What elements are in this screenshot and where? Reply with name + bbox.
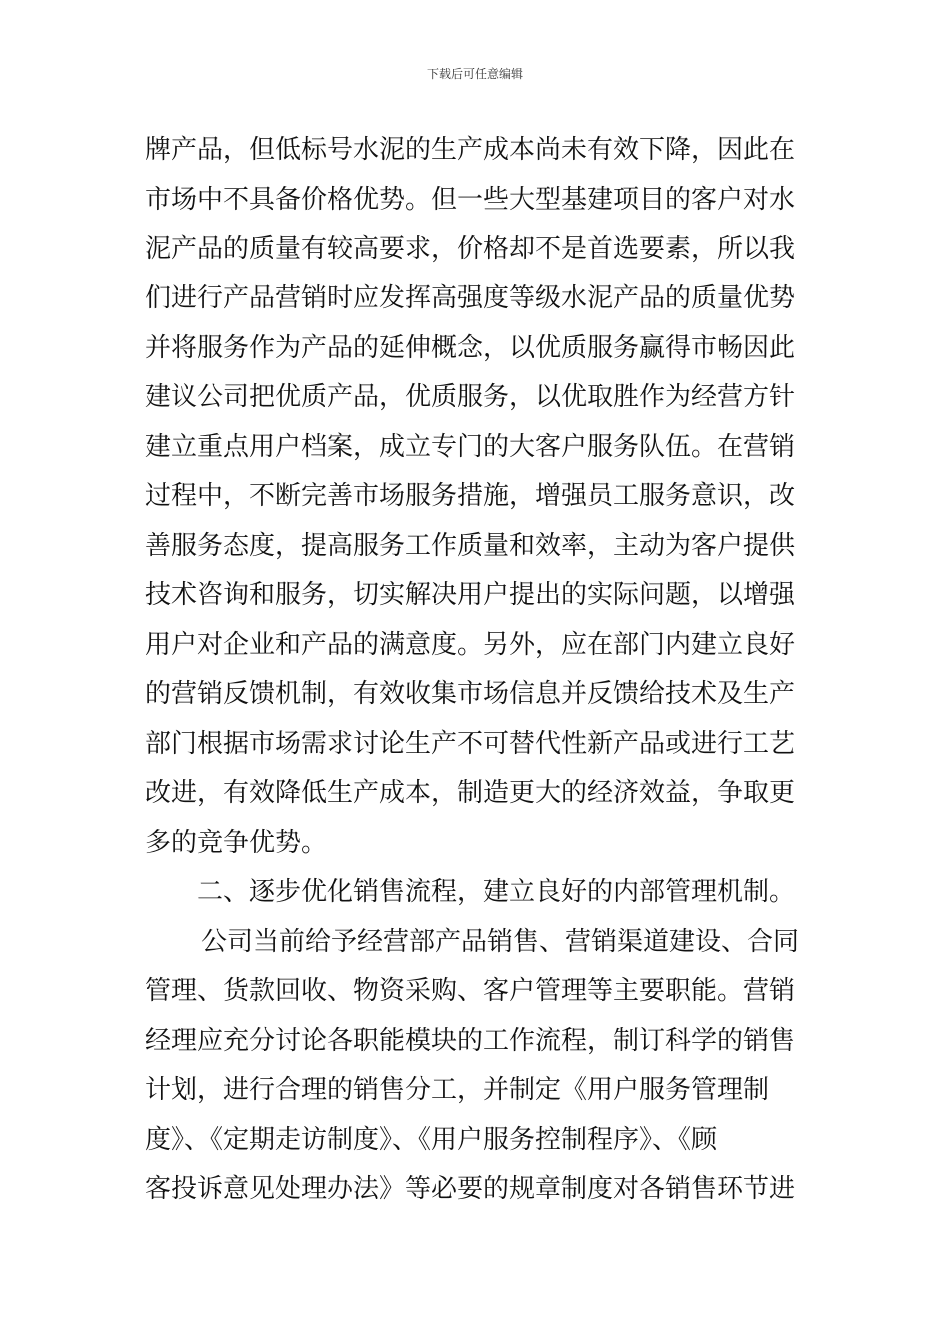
- text-line: 部门根据市场需求讨论生产不可替代性新产品或进行工艺: [145, 729, 796, 759]
- text-line: 牌产品，但低标号水泥的生产成本尚未有效下降，因此在: [145, 135, 796, 165]
- text-line: 泥产品的质量有较高要求，价格却不是首选要素，所以我: [145, 234, 796, 264]
- text-line: 市场中不具备价格优势。但一些大型基建项目的客户对水: [145, 185, 796, 215]
- text-line: 公司当前给予经营部产品销售、营销渠道建设、合同: [201, 927, 800, 957]
- text-line: 建立重点用户档案，成立专门的大客户服务队伍。在营销: [145, 432, 796, 462]
- text-line: 过程中，不断完善市场服务措施，增强员工服务意识，改: [145, 481, 796, 511]
- text-line: 用户对企业和产品的满意度。另外，应在部门内建立良好: [145, 630, 796, 660]
- text-line: 善服务态度，提高服务工作质量和效率，主动为客户提供: [145, 531, 796, 561]
- text-line: 经理应充分讨论各职能模块的工作流程，制订科学的销售: [145, 1026, 796, 1056]
- text-line: 度》、《定期走访制度》、《用户服务控制程序》、《顾: [145, 1125, 718, 1155]
- text-line: 的营销反馈机制，有效收集市场信息并反馈给技术及生产: [145, 679, 796, 709]
- text-line: 多的竞争优势。: [145, 828, 328, 858]
- text-line: 并将服务作为产品的延伸概念，以优质服务赢得市畅因此: [145, 333, 796, 363]
- text-line: 们进行产品营销时应发挥高强度等级水泥产品的质量优势: [145, 283, 796, 313]
- page-header: 下载后可任意编辑: [426, 67, 523, 81]
- text-line: 客投诉意见处理办法》等必要的规章制度对各销售环节进: [145, 1174, 796, 1204]
- text-line: 建议公司把优质产品，优质服务，以优取胜作为经营方针: [145, 382, 796, 412]
- text-line: 计划，进行合理的销售分工，并制定《用户服务管理制: [145, 1075, 770, 1105]
- text-line: 管理、货款回收、物资采购、客户管理等主要职能。营销: [145, 976, 796, 1006]
- section-heading: 二、逐步优化销售流程，建立良好的内部管理机制。: [197, 877, 796, 907]
- text-line: 改进，有效降低生产成本，制造更大的经济效益，争取更: [145, 778, 796, 808]
- text-line: 技术咨询和服务，切实解决用户提出的实际问题，以增强: [145, 580, 796, 610]
